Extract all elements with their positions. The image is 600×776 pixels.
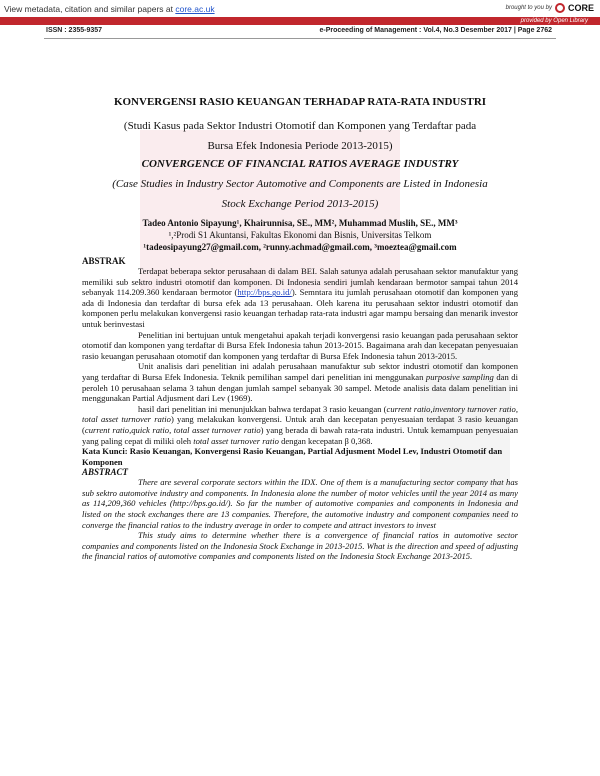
abstrak-p4-italic-1: current ratio,inventory turnover ratio, total asset turnover ratio (82, 403, 518, 425)
abstract-heading: ABSTRACT (82, 467, 129, 478)
provider-bar (0, 17, 600, 25)
metadata-prefix: View metadata, citation and similar papers at (4, 4, 176, 14)
subtitle-indonesian-2: Bursa Efek Indonesia Periode 2013-2015) (207, 140, 393, 152)
affiliation: ¹,²Prodi S1 Akuntansi, Fakultas Ekonomi dan Bisnis, Universitas Telkom (168, 230, 432, 240)
abstrak-p4-italic-3: total asset turnover ratio (193, 435, 279, 446)
title-indonesian: KONVERGENSI RASIO KEUANGAN TERHADAP RATA-RATA INDUSTRI (113, 96, 487, 108)
title-english: CONVERGENCE OF FINANCIAL RATIOS AVERAGE INDUSTRY (141, 158, 459, 170)
metadata-link-text (4, 4, 215, 14)
abstrak-p4-italic-2: current ratio,quick ratio, total asset turnover ratio (84, 424, 261, 435)
top-banner (0, 0, 600, 17)
abstrak-p4-text-d: dengan kecepatan β 0,368. (278, 435, 373, 446)
core-logo-icon (555, 3, 565, 13)
abstrak-p1-text-a: Terdapat beberapa sektor perusahaan di dalam BEI. Salah satunya adalah perusahaan sektor manufaktur yang memiliki sub sektro industri otomotif dan komponen. Di Indonesia sendiri jumlah kendaraan bermotor sampai tahun 2014 sebanyak 114.209.360 kendaraan bermotor ( (82, 266, 518, 298)
subtitle-english-2: Stock Exchange Period 2013-2015) (221, 198, 379, 210)
core-badge[interactable] (506, 3, 594, 13)
subtitle-english-1: (Case Studies in Industry Sector Automotive and Components are Listed in Indonesia (112, 178, 488, 190)
abstrak-heading: ABSTRAK (82, 256, 126, 266)
authors: Tadeo Antonio Sipayung¹, Khairunnisa, SE., MM², Muhammad Muslih, SE., MM³ (142, 218, 458, 228)
abstract-paragraph-1: There are several corporate sectors within the IDX. One of them is a manufacturing sector company that has sub sektro automotive industry and components. In Indonesia alone the number of motor vehicles until the year 2014 as many as 114,209,360 vehicles (http://bps.go.id/). So far the number of automotive companies and components in Indonesia and listed on the stock exchanges there are 13 companies. Therefore, the automotive industry and component companies need to converge the financial ratios to the industry average in order to compete and attract investors to invest (82, 477, 518, 530)
journal-info: e-Proceeding of Management : Vol.4, No.3 Desember 2017 | Page 2762 (319, 27, 552, 34)
core-link[interactable]: core.ac.uk (175, 4, 215, 14)
abstrak-p3-text-a: Unit analisis dari penelitian ini adalah perusahaan manufaktur sub sektor industri otomotif dan komponen yang terdaftar di Bursa Efek Indonesia. Teknik pemilihan sampel dari penelitian ini menggunakan (82, 361, 518, 382)
abstract-paragraph-2: This study aims to determine whether there is a convergence of financial ratios in automotive sector companies and components listed on the Indonesia Stock Exchange in 2013-2015. What is the direction and speed of adjusting the financial ratios of automotive companies and components listed on the Indonesia Stock Exchange 2013-2015. (82, 530, 518, 562)
bps-link[interactable]: http://bps.go.id/ (237, 287, 292, 298)
abstrak-p4-text-a: hasil dari penelitian ini menunjukkan bahwa terdapat 3 rasio keuangan ( (138, 403, 387, 414)
abstrak-paragraph-3 (82, 361, 518, 403)
keywords-indonesian: Kata Kunci: Rasio Keuangan, Konvergensi Rasio Keuangan, Partial Adjusment Model Lev, Industri Otomotif dan Komponen (82, 446, 503, 467)
abstrak-paragraph-1 (82, 266, 518, 330)
abstrak-p4-text-c: ) yang berada di bawah rata-rata industri. Untuk kemampuan penyesuaian yang paling cepat di miliki oleh (82, 424, 518, 446)
header-divider (44, 38, 556, 39)
abstrak-p4-text-b: ) yang melakukan konvergensi. Untuk arah dan kecepatan penyesuaian terdapat 3 rasio keuangan ( (82, 414, 519, 435)
paper-body (82, 96, 518, 562)
provider-text: provided by Open Library (520, 18, 588, 24)
abstrak-p3-text-b: dan di peroleh 10 perusahaan selama 3 tahun dengan jumlah sampel sebanyak 30 sampel. Metode analisis data dalam penelitian ini menggunakan Partial Adjusment dari Lev (1969). (82, 371, 518, 404)
subtitle-indonesian-1: (Studi Kasus pada Sektor Industri Otomotif dan Komponen yang Terdaftar pada (123, 120, 477, 132)
issn: ISSN : 2355-9357 (46, 27, 103, 34)
abstrak-paragraph-4 (82, 404, 518, 446)
brought-by-text: brought to you by (505, 5, 552, 11)
abstrak-paragraph-2: Penelitian ini bertujuan untuk mengetahui apakah terjadi konvergensi rasio keuangan pada perusahaan sektor otomotif dan komponen yang terdaftar di Bursa Efek Indonesia tahun 2013-2015. Bagaimana arah dan kecepatan penyesuaian rasio keuangan perusahaan otomotif dan komponen yang terdaftar di Bursa Efek Indonesia tahun 2013-2015. (82, 329, 518, 361)
abstrak-p1-text-b: ). Semntara itu jumlah perusahaan otomotif dan komponen yang ada di Indonesia dan terdaftar di bursa efek ada 13 perusahaan. Oleh karena itu perusahaan sektor industri otomotif dan komponen perlu melakukan konvergensi rasio keuangan terhadap rata-rata industri agar mampu bersaing dan menarik investor untuk berinvestasi (82, 287, 518, 329)
abstract-english-section (82, 467, 518, 562)
core-logo-text: CORE (567, 3, 594, 13)
abstrak-p3-italic: purposive sampling (425, 371, 494, 382)
emails: ¹tadeosipayung27@gmail.com, ²runny.achmad@gmail.com, ³moeztea@gmail.com (143, 242, 457, 252)
